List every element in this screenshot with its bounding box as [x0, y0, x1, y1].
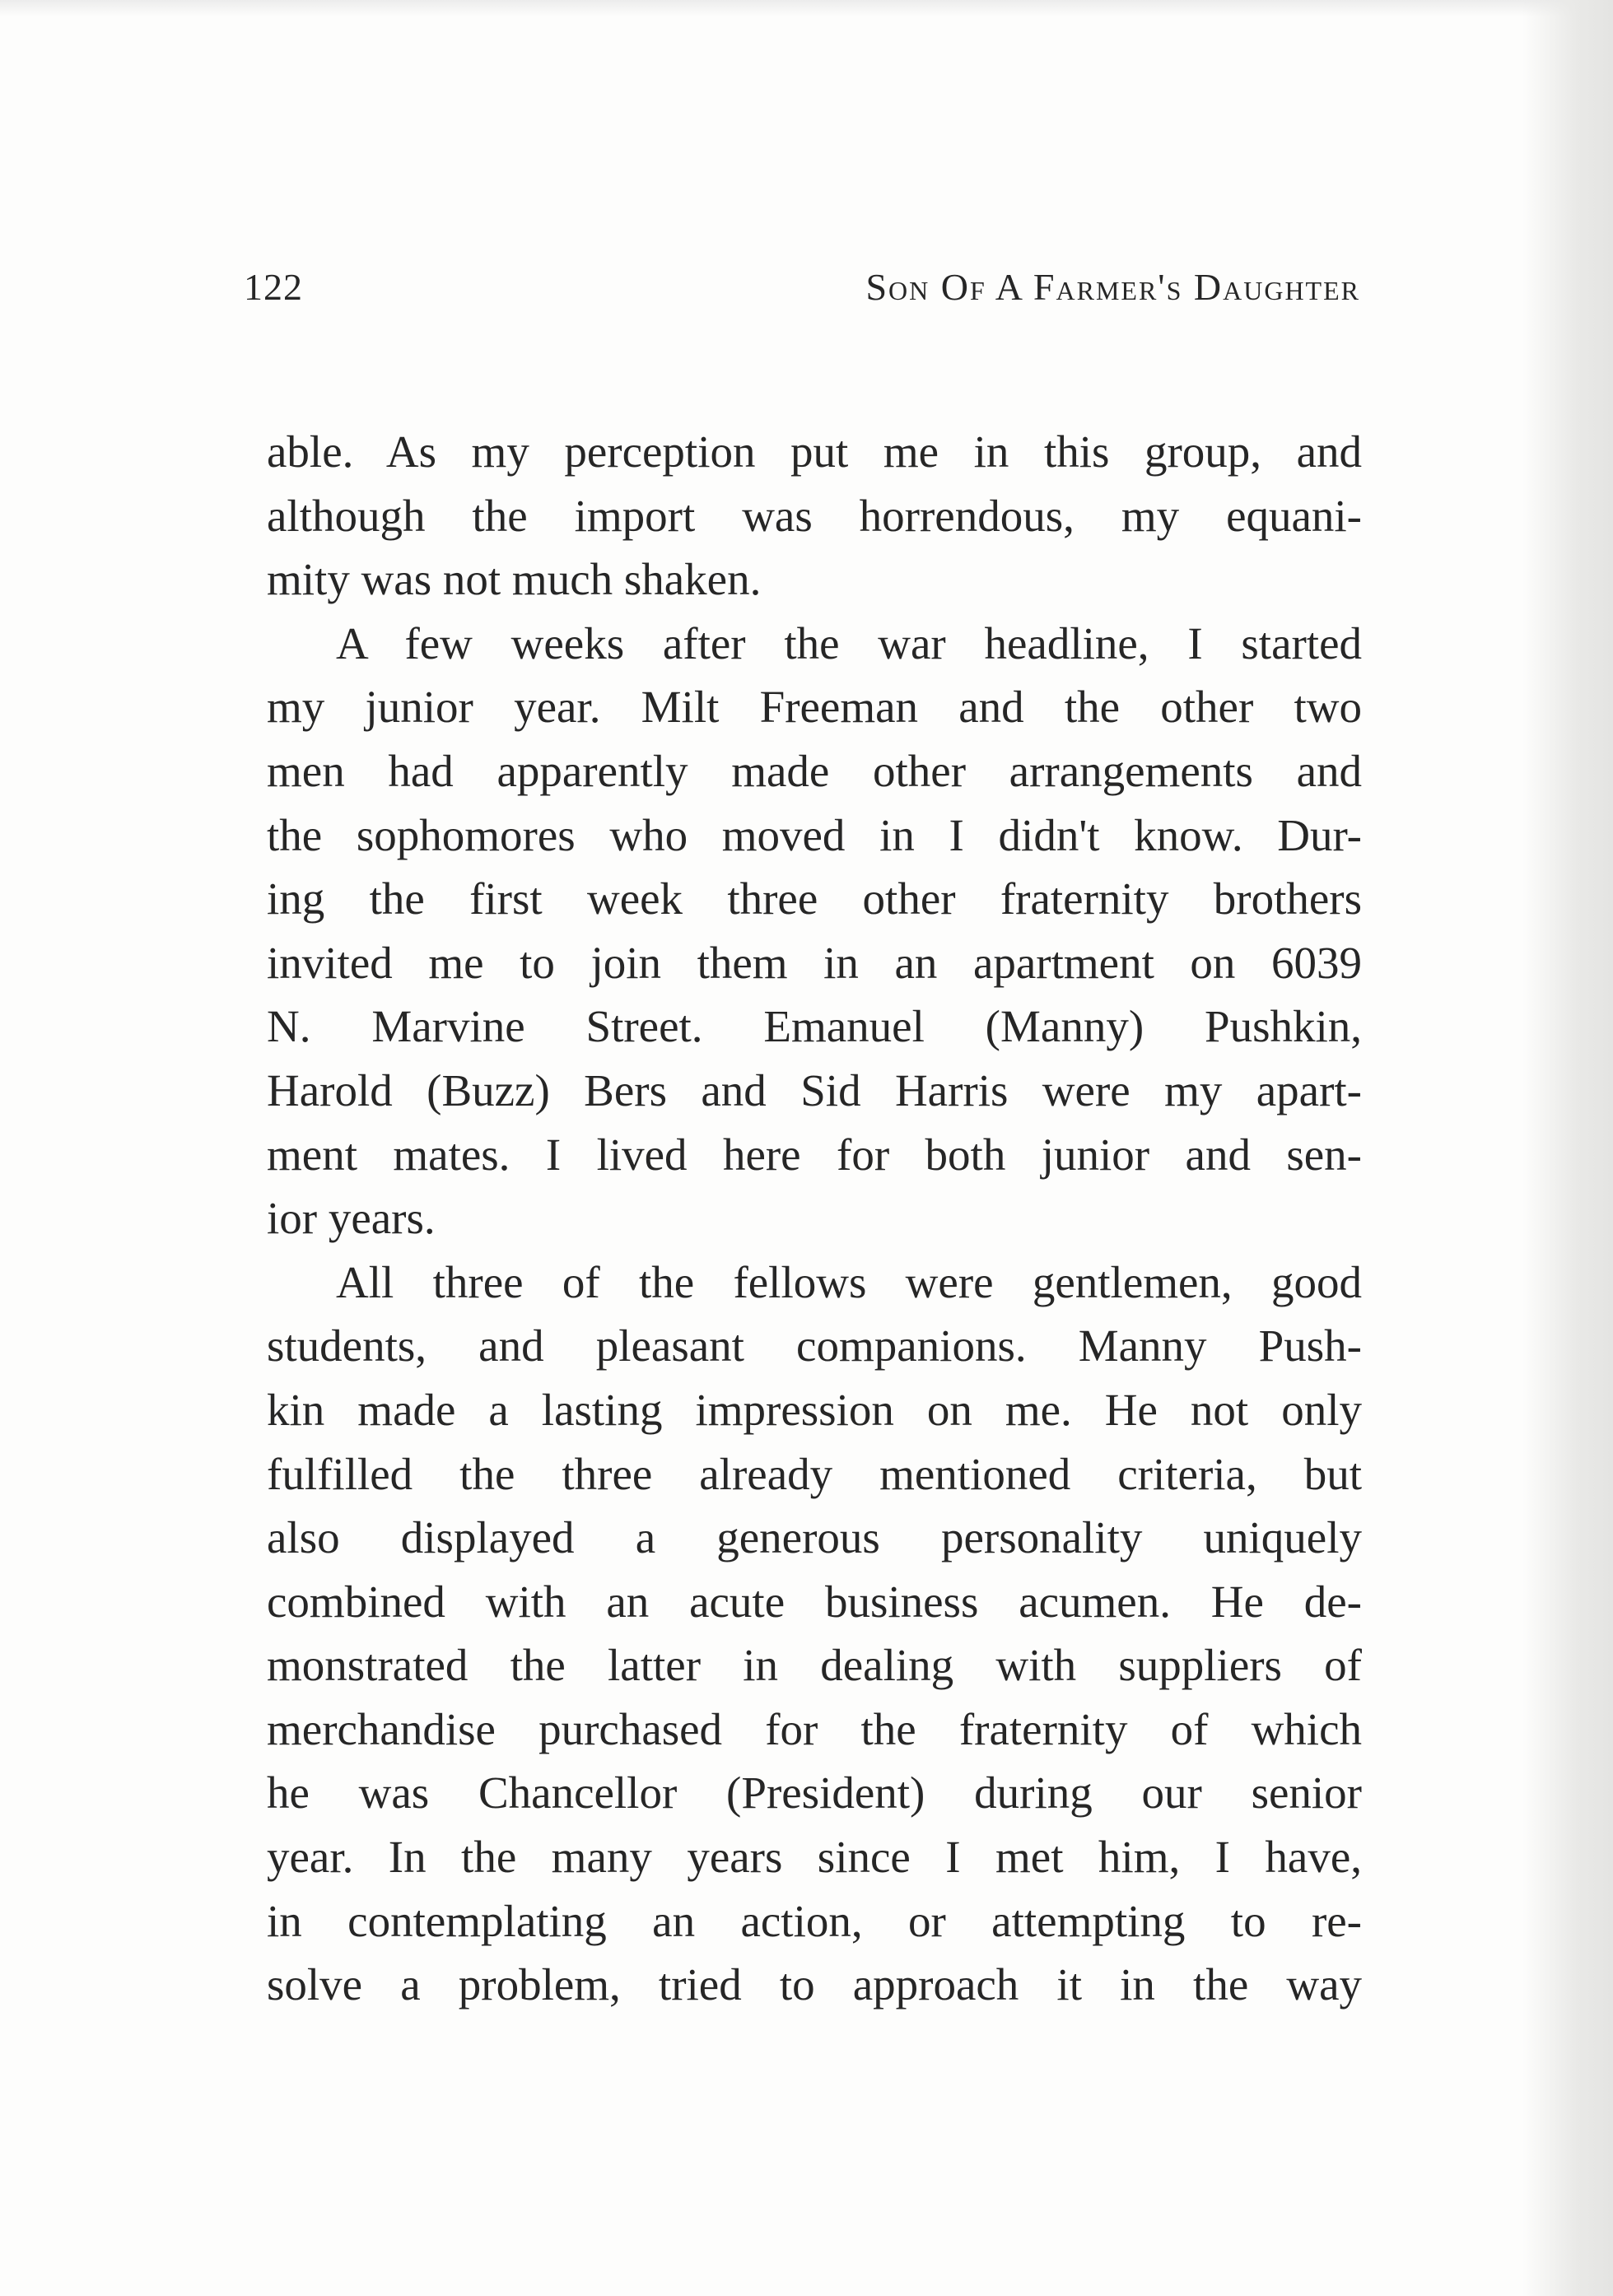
- page-number: 122: [244, 266, 303, 308]
- text-line: ior years.: [267, 1193, 436, 1244]
- text-line: invited me to join them in an apartment on 6039: [267, 937, 1362, 988]
- text-line: able. As my perception put me in this group, and: [267, 426, 1362, 477]
- text-line: merchandise purchased for the fraternity of which: [267, 1703, 1362, 1754]
- text-line: All three of the fellows were gentlemen, good: [336, 1256, 1362, 1307]
- text-line: mity was not much shaken.: [267, 554, 762, 605]
- text-line: Harold (Buzz) Bers and Sid Harris were my apart-: [267, 1064, 1362, 1115]
- text-line: N. Marvine Street. Emanuel (Manny) Pushkin,: [267, 1001, 1362, 1052]
- text-line: kin made a lasting impression on me. He not only: [267, 1384, 1362, 1435]
- text-line: in contemplating an action, or attempting to re-: [267, 1895, 1362, 1946]
- running-head: [244, 265, 1360, 323]
- text-line: combined with an acute business acumen. He de-: [267, 1576, 1362, 1627]
- scan-top-edge: [0, 0, 1613, 16]
- text-line: students, and pleasant companions. Manny Push-: [267, 1320, 1362, 1372]
- text-line: also displayed a generous personality uniquely: [267, 1512, 1362, 1563]
- text-line: monstrated the latter in dealing with suppliers of: [267, 1640, 1362, 1691]
- page-gutter-shadow: [1522, 0, 1613, 2296]
- text-line: ing the first week three other fraternity brothers: [267, 873, 1362, 924]
- body-text: [267, 420, 1362, 2017]
- text-line: solve a problem, tried to approach it in the way: [267, 1959, 1362, 2010]
- text-line: men had apparently made other arrangements and: [267, 745, 1362, 796]
- text-line: although the import was horrendous, my equani-: [267, 490, 1362, 541]
- text-line: A few weeks after the war headline, I started: [336, 617, 1362, 668]
- text-line: year. In the many years since I met him, I have,: [267, 1832, 1362, 1883]
- text-line: the sophomores who moved in I didn't know. Dur-: [267, 809, 1362, 860]
- text-line: he was Chancellor (President) during our senior: [267, 1767, 1362, 1819]
- text-line: ment mates. I lived here for both junior and sen-: [267, 1129, 1362, 1180]
- running-title: Son Of A Farmer's Daughter: [865, 266, 1360, 308]
- text-line: my junior year. Milt Freeman and the other two: [267, 682, 1362, 733]
- text-line: fulfilled the three already mentioned criteria, but: [267, 1448, 1362, 1499]
